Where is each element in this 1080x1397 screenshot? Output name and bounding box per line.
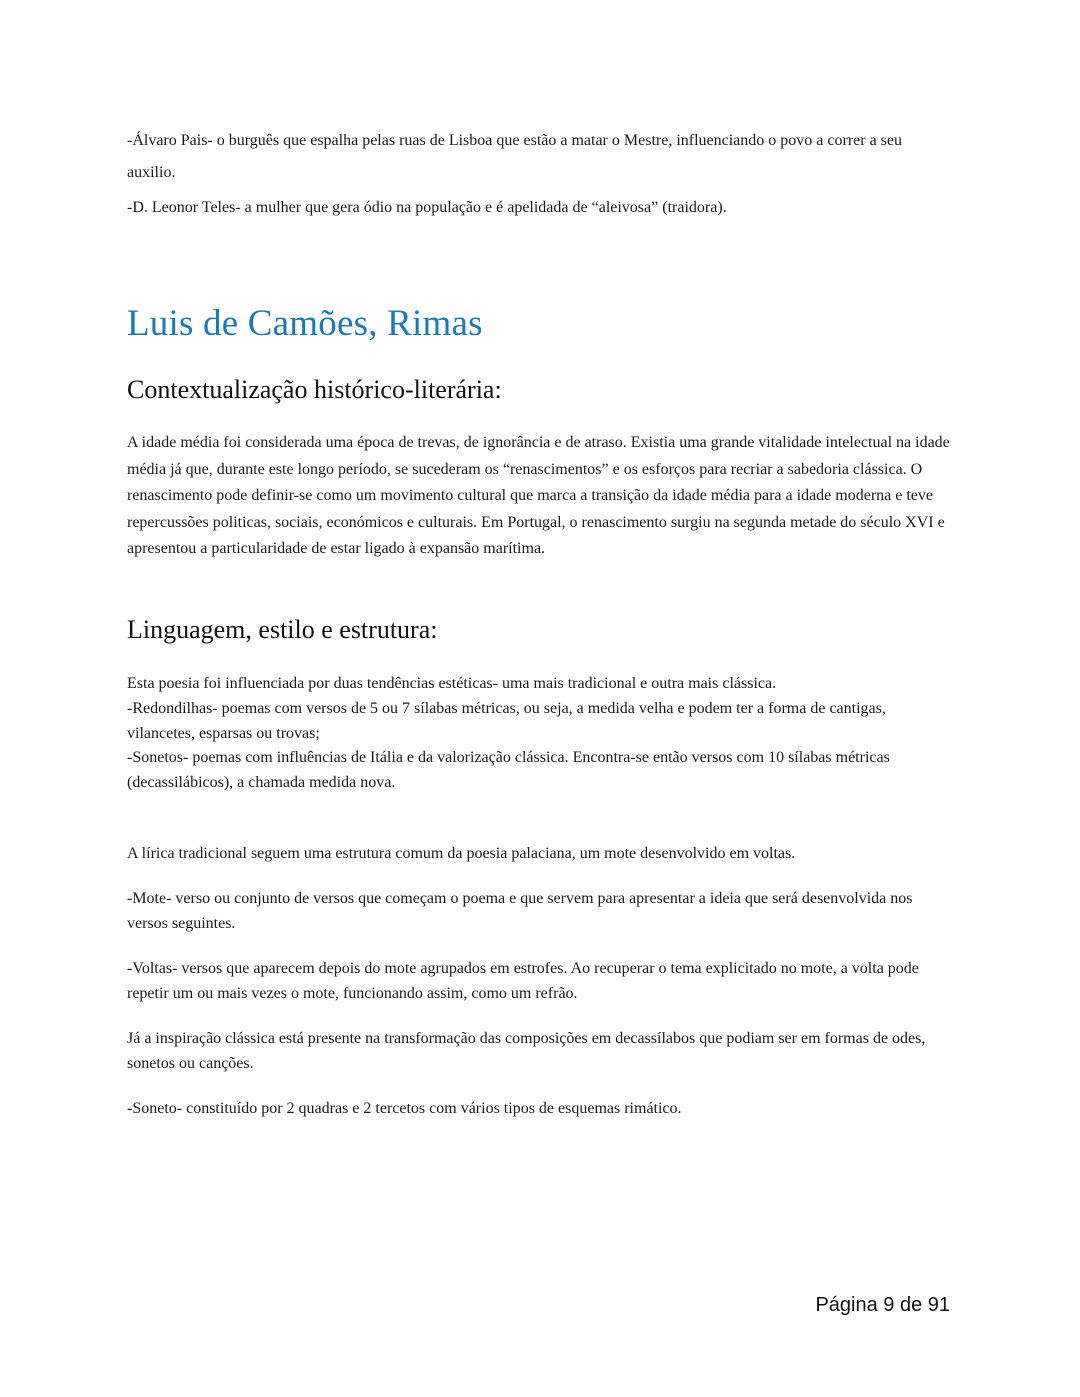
mote-paragraph: -Mote- verso ou conjunto de versos que começam o poema e que servem para apresentar a ideia que será desenvolvida nos versos seguintes. [127, 890, 913, 932]
leonor-teles-paragraph: -D. Leonor Teles- a mulher que gera ódio na população e é apelidada de “aleivosa” (traidora). [127, 199, 727, 216]
lirica-paragraph: A lírica tradicional seguem uma estrutura comum da poesia palaciana, um mote desenvolvido em voltas. [127, 845, 796, 862]
page-number: Página 9 de 91 [815, 1294, 950, 1316]
voltas-paragraph: -Voltas- versos que aparecem depois do mote agrupados em estrofes. Ao recuperar o tema explicitado no mote, a volta pode repetir um ou mais vezes o mote, funcionando assim, como um refrão. [127, 960, 919, 1002]
context-heading: Contextualização histórico-literária: [127, 375, 502, 404]
context-paragraph: A idade média foi considerada uma época de trevas, de ignorância e de atraso. Existia uma grande vitalidade intelectual na idade média já que, durante este longo período, se sucederam os “renascimentos” e os esforços para recriar a sabedoria clássica. O renascimento pode definir-se como um movimento cultural que marca a transição da idade média para a idade moderna e teve repercussões politicas, sociais, económicos e culturais. Em Portugal, o renascimento surgiu na segunda metade do século XVI e apresentou a particularidade de estar ligado à expansão marítima. [127, 434, 950, 557]
alvaro-pais-paragraph: -Álvaro Pais- o burguês que espalha pelas ruas de Lisboa que estão a matar o Mestre, influenciando o povo a correr a seu auxilio. [127, 132, 902, 181]
style-intro-paragraph: Esta poesia foi influenciada por duas tendências estéticas- uma mais tradicional e outra mais clássica. [127, 675, 777, 692]
section-title: Luis de Camões, Rimas [127, 303, 483, 344]
classica-paragraph: Já a inspiração clássica está presente na transformação das composições em decassílabos que podiam ser em formas de odes, sonetos ou canções. [127, 1030, 926, 1072]
redondilhas-paragraph: -Redondilhas- poemas com versos de 5 ou 7 sílabas métricas, ou seja, a medida velha e podem ter a forma de cantigas, vilancetes, esparsas ou trovas; [127, 700, 886, 742]
sonetos-paragraph: -Sonetos- poemas com influências de Itália e da valorização clássica. Encontra-se então versos com 10 sílabas métricas (decassilábicos), a chamada medida nova. [127, 749, 890, 791]
style-heading: Linguagem, estilo e estrutura: [127, 615, 438, 644]
soneto-paragraph: -Soneto- constituído por 2 quadras e 2 tercetos com vários tipos de esquemas rimático. [127, 1100, 682, 1117]
